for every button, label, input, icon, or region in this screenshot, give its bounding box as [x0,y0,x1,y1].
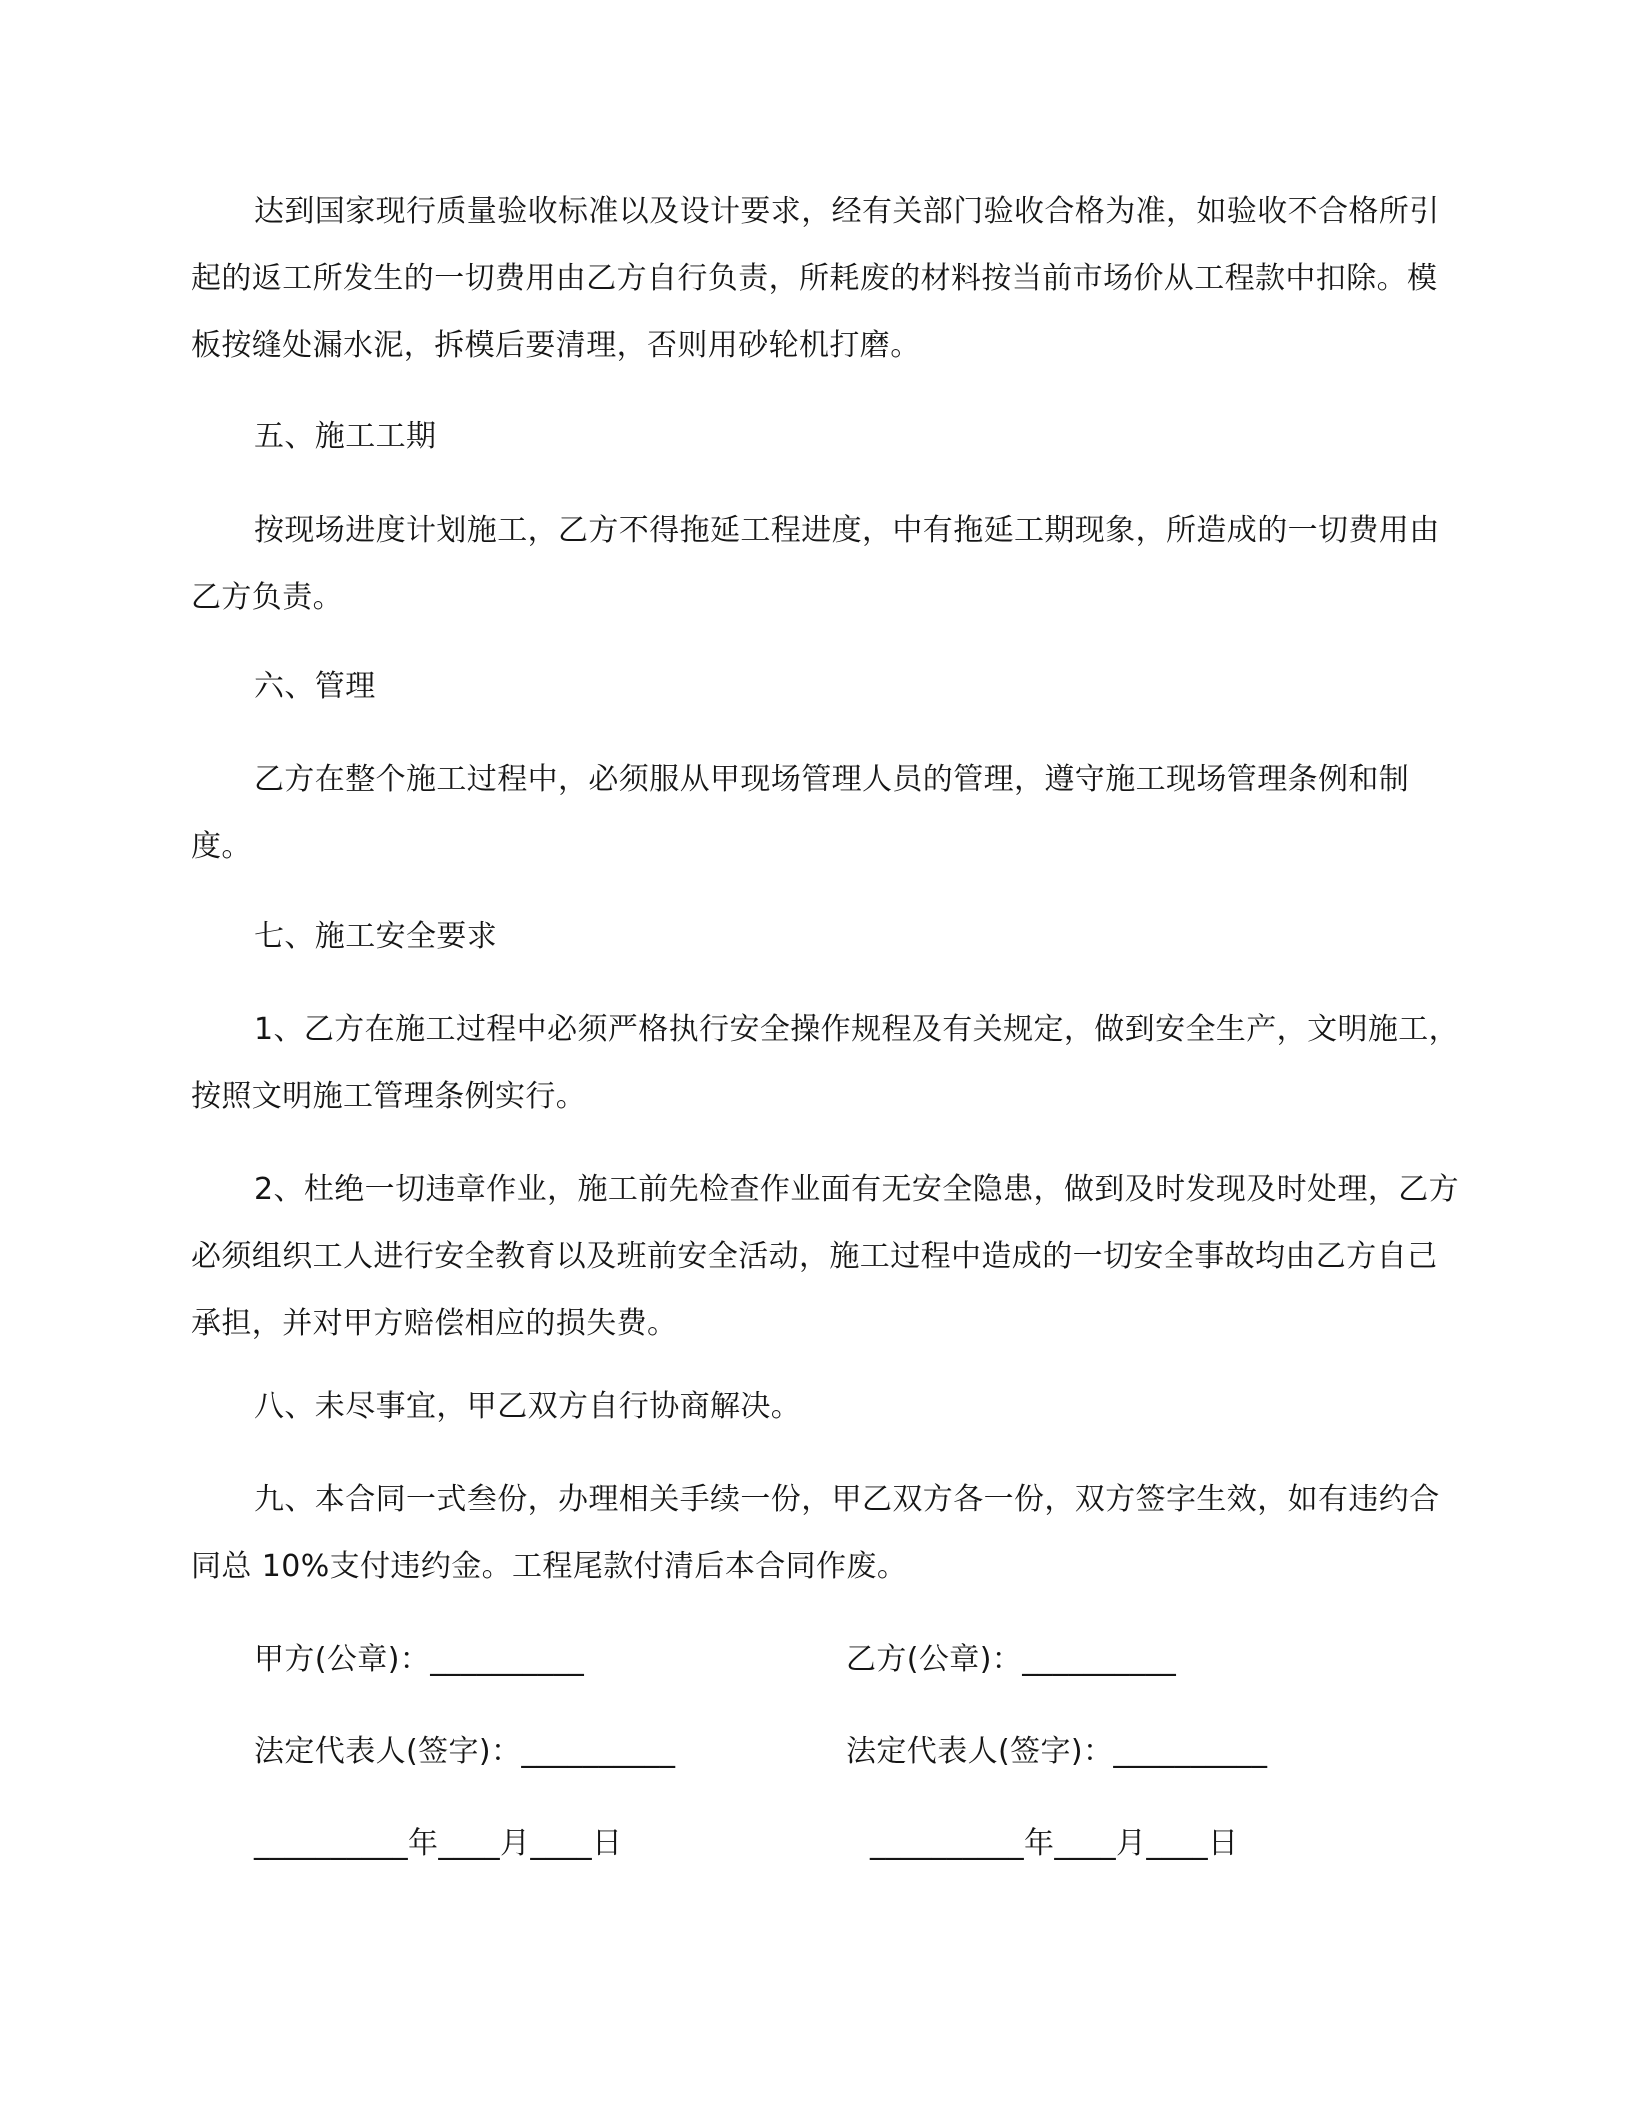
paragraph-contract-copies: 九、本合同一式叁份，办理相关手续一份，甲乙双方各一份，双方签字生效，如有违约合同总 10%支付违约金。工程尾款付清后本合同作废。 [191,1482,1440,1584]
section-heading-construction-period: 五、施工工期 [254,419,437,454]
section-heading-management: 六、管理 [254,669,376,704]
party-b-date-line: __________年____月____日 [870,1826,1239,1861]
paragraph-construction-period: 按现场进度计划施工，乙方不得拖延工程进度，中有拖延工期现象，所造成的一切费用由乙方负责。 [191,513,1440,615]
paragraph-management: 乙方在整个施工过程中，必须服从甲现场管理人员的管理，遵守施工现场管理条例和制度。 [191,762,1410,864]
section-heading-safety-requirements: 七、施工安全要求 [254,919,498,954]
paragraph-quality-standard: 达到国家现行质量验收标准以及设计要求，经有关部门验收合格为准，如验收不合格所引起的返工所发生的一切费用由乙方自行负责，所耗废的材料按当前市场价从工程款中扣除。模板按缝处漏水泥，拆模后要清理，否则用砂轮机打磨。 [191,194,1440,363]
party-a-seal-line: 甲方(公章)：__________ [254,1642,585,1677]
paragraph-safety-item-1: 1、乙方在施工过程中必须严格执行安全操作规程及有关规定，做到安全生产，文明施工，按照文明施工管理条例实行。 [191,1012,1460,1114]
paragraph-outstanding-matters: 八、未尽事宜，甲乙双方自行协商解决。 [254,1389,802,1424]
paragraph-safety-item-2: 2、杜绝一切违章作业，施工前先检查作业面有无安全隐患，做到及时发现及时处理，乙方必须组织工人进行安全教育以及班前安全活动，施工过程中造成的一切安全事故均由乙方自己承担，并对甲方赔偿相应的损失费。 [191,1172,1460,1341]
party-b-seal-line: 乙方(公章)：__________ [846,1642,1177,1677]
party-a-representative-line: 法定代表人(签字)：__________ [254,1734,676,1769]
party-b-representative-line: 法定代表人(签字)：__________ [846,1734,1268,1769]
party-a-date-line: __________年____月____日 [254,1826,623,1861]
